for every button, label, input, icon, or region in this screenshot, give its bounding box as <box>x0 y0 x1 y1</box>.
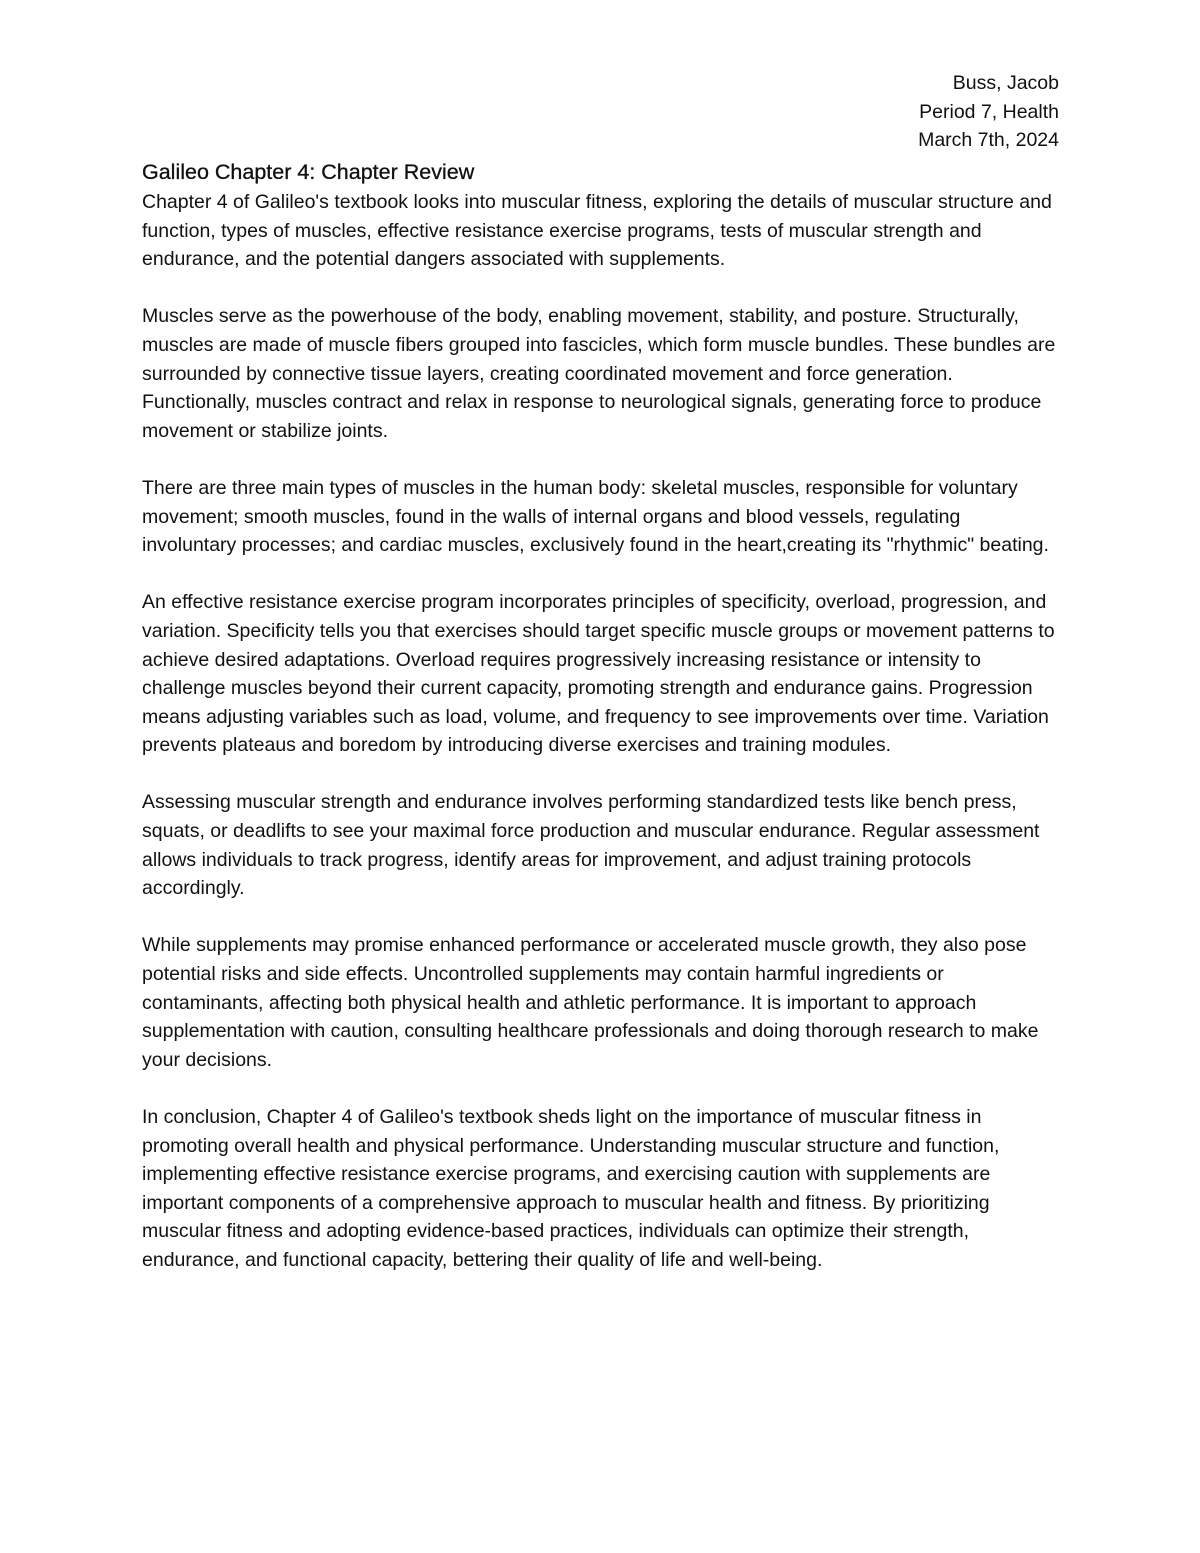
document-title: Galileo Chapter 4: Chapter Review <box>142 160 475 184</box>
paragraph-muscle-structure: Muscles serve as the powerhouse of the body, enabling movement, stability, and posture. Structurally, muscles are made of muscle fibers grouped into fascicles, which form muscle bundles. These bundles are surrounded by connective tissue layers, creating coordinated movement and force generation. Functionally, muscles contract and relax in response to neurological signals, generating force to produce movement or stabilize joints. <box>142 305 1056 442</box>
paragraph-conclusion: In conclusion, Chapter 4 of Galileo's textbook sheds light on the importance of muscular fitness in promoting overall health and physical performance. Understanding muscular structure and function, implementing effective resistance exercise programs, and exercising caution with supplements are important components of a comprehensive approach to muscular health and fitness. By prioritizing muscular fitness and adopting evidence-based practices, individuals can optimize their strength, endurance, and functional capacity, bettering their quality of life and well-being. <box>142 1106 1000 1271</box>
paragraph-assessment: Assessing muscular strength and endurance involves performing standardized tests like bench press, squats, or deadlifts to see your maximal force production and muscular endurance. Regular assessment allows individuals to track progress, identify areas for improvement, and adjust training protocols accordingly. <box>142 791 1040 900</box>
student-header <box>918 69 1059 155</box>
paragraph-resistance-program: An effective resistance exercise program incorporates principles of specificity, overload, progression, and variation. Specificity tells you that exercises should target specific muscle groups or movement patterns to achieve desired adaptations. Overload requires progressively increasing resistance or intensity to challenge muscles beyond their current capacity, promoting strength and endurance gains. Progression means adjusting variables such as load, volume, and frequency to see improvements over time. Variation prevents plateaus and boredom by introducing diverse exercises and training modules. <box>142 591 1055 757</box>
document-body <box>142 156 1062 1303</box>
document-date: March 7th, 2024 <box>918 129 1059 152</box>
class-period: Period 7, Health <box>919 100 1059 123</box>
paragraph-supplements: While supplements may promise enhanced performance or accelerated muscle growth, they also pose potential risks and side effects. Uncontrolled supplements may contain harmful ingredients or contaminants, affecting both physical health and athletic performance. It is important to approach supplementation with caution, consulting healthcare professionals and doing thorough research to make your decisions. <box>142 934 1039 1071</box>
paragraph-muscle-types: There are three main types of muscles in the human body: skeletal muscles, responsible for voluntary movement; smooth muscles, found in the walls of internal organs and blood vessels, regulating involuntary processes; and cardiac muscles, exclusively found in the heart,creating its "rhythmic" beating. <box>142 476 1049 557</box>
student-name: Buss, Jacob <box>952 72 1059 94</box>
paragraph-introduction: Chapter 4 of Galileo's textbook looks into muscular fitness, exploring the details of muscular structure and function, types of muscles, effective resistance exercise programs, tests of muscular strength and endurance, and the potential dangers associated with supplements. <box>142 191 1052 271</box>
